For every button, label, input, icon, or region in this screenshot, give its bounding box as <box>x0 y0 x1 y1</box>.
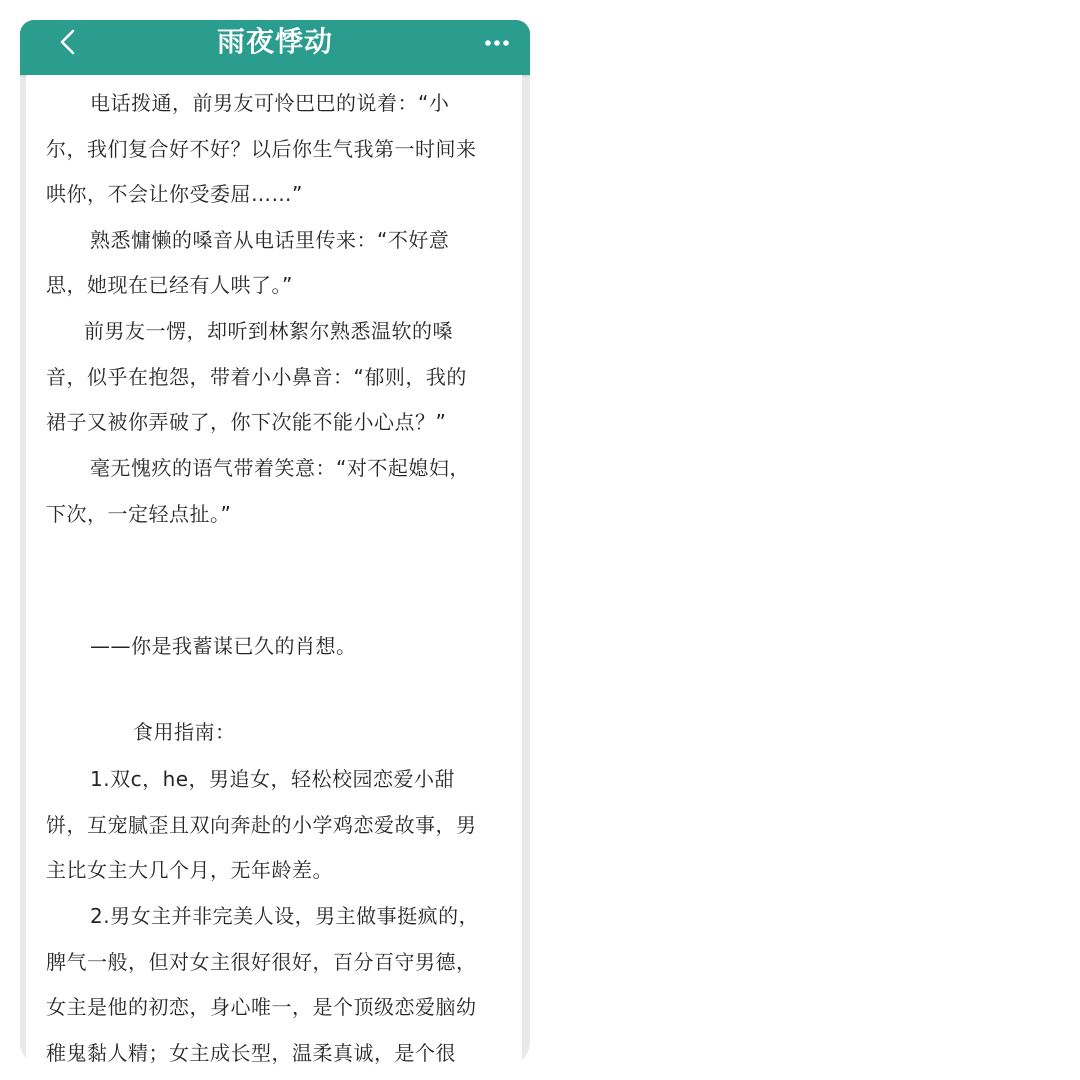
text-line: 音，似乎在抱怨，带着小小鼻音：“郁则，我的 <box>46 365 467 389</box>
text-line: 熟悉慵懒的嗓音从电话里传来：“不好意 <box>90 228 450 252</box>
more-button[interactable] <box>482 28 512 58</box>
text-line: 女主是他的初恋，身心唯一，是个顶级恋爱脑幼 <box>46 995 477 1019</box>
text-line: 裙子又被你弄破了，你下次能不能小心点？” <box>46 410 447 434</box>
text-line: 1.双c，he，男追女，轻松校园恋爱小甜 <box>90 767 456 791</box>
page-title: 雨夜悸动 <box>216 25 333 58</box>
text-line: 前男友一愣，却听到林絮尔熟悉温软的嗓 <box>84 319 453 343</box>
text-line: 饼，互宠腻歪且双向奔赴的小学鸡恋爱故事，男 <box>46 813 477 837</box>
more-horizontal-icon <box>482 28 512 58</box>
text-line: 2.男女主并非完美人设，男主做事挺疯的， <box>90 904 480 928</box>
text-line: 食用指南： <box>133 720 236 744</box>
text-line: 脾气一般，但对女主很好很好，百分百守男德， <box>46 950 477 974</box>
text-line: 思，她现在已经有人哄了。” <box>46 273 293 297</box>
text-line: 电话拨通，前男友可怜巴巴的说着：“小 <box>90 91 450 115</box>
text-line: ——你是我蓄谋已久的肖想。 <box>90 634 357 658</box>
text-line: 主比女主大几个月，无年龄差。 <box>46 858 333 882</box>
text-line: 毫无愧疚的语气带着笑意：“对不起媳妇， <box>90 456 470 480</box>
text-line: 稚鬼黏人精；女主成长型，温柔真诚，是个很 <box>46 1041 456 1065</box>
reader-window <box>20 20 530 1065</box>
text-line: 哄你，不会让你受委屈……” <box>46 182 303 206</box>
chapter-content[interactable] <box>26 75 522 1065</box>
text-line: 下次，一定轻点扯。” <box>46 502 232 526</box>
text-line: 尔，我们复合好不好？以后你生气我第一时间来 <box>46 137 477 161</box>
app-header <box>20 20 530 75</box>
